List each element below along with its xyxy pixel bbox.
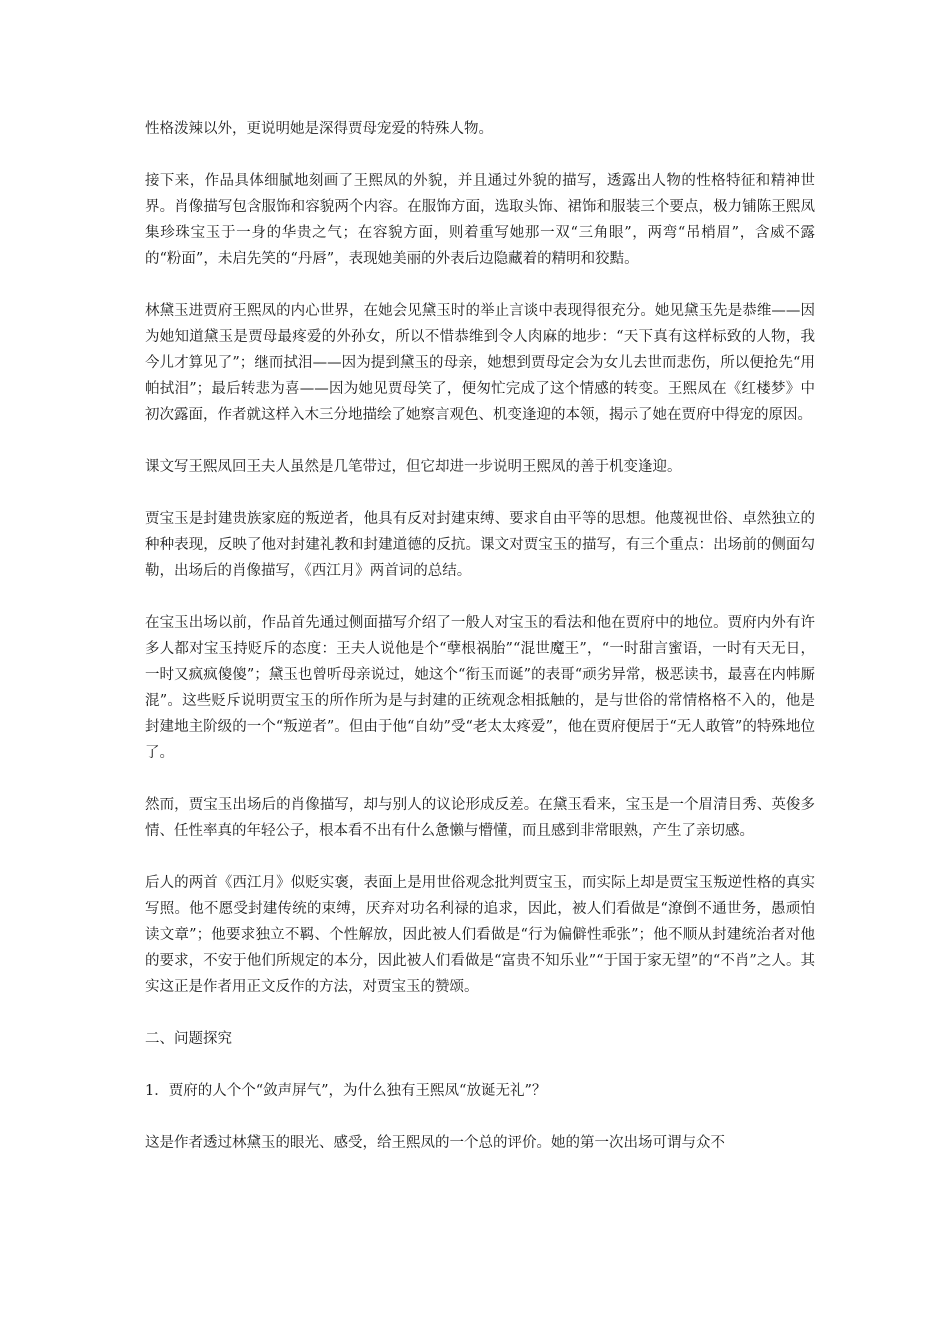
paragraph-7: 然而，贾宝玉出场后的肖像描写，却与别人的议论形成反差。在黛玉看来，宝玉是一个眉清目秀、英俊多情、任性率真的年轻公子，根本看不出有什么惫懒与懵懂，而且感到非常眼熟，产生了亲切感。	[145, 797, 815, 839]
question-1: 1．贾府的人个个“敛声屏气”，为什么独有王熙凤“放诞无礼”？	[145, 1083, 547, 1099]
document-body	[145, 116, 815, 1182]
paragraph-1: 性格泼辣以外，更说明她是深得贾母宠爱的特殊人物。	[145, 121, 493, 137]
paragraph-3: 林黛玉进贾府王熙凤的内心世界，在她会见黛玉时的举止言谈中表现得很充分。她见黛玉先是恭维——因为她知道黛玉是贾母最疼爱的外孙女，所以不惜恭维到令人肉麻的地步：“天下真有这样标致的人物，我今儿才算见了”；继而拭泪——因为提到黛玉的母亲，她想到贾母定会为女儿去世而悲伤，所以便抢先“用帕拭泪”；最后转悲为喜——因为她见贾母笑了，便匆忙完成了这个情感的转变。王熙凤在《红楼梦》中初次露面，作者就这样入木三分地描绘了她察言观色、机变逢迎的本领，揭示了她在贾府中得宠的原因。	[145, 303, 815, 423]
answer-paragraph: 这是作者透过林黛玉的眼光、感受，给王熙凤的一个总的评价。她的第一次出场可谓与众不	[145, 1135, 725, 1151]
section-heading: 二、问题探究	[145, 1031, 232, 1047]
paragraph-8: 后人的两首《西江月》似贬实褒，表面上是用世俗观念批判贾宝玉，而实际上却是贾宝玉叛逆性格的真实写照。他不愿受封建传统的束缚，厌弃对功名利禄的追求，因此，被人们看做是“潦倒不通世务，愚顽怕读文章”；他要求独立不羁、个性解放，因此被人们看做是“行为偏僻性乖张”；他不顺从封建统治者对他的要求，不安于他们所规定的本分，因此被人们看做是“富贵不知乐业”“于国于家无望”的“不肖”之人。其实这正是作者用正文反作的方法，对贾宝玉的赞颂。	[145, 875, 815, 995]
paragraph-4: 课文写王熙凤回王夫人虽然是几笔带过，但它却进一步说明王熙凤的善于机变逢迎。	[145, 459, 682, 475]
paragraph-5: 贾宝玉是封建贵族家庭的叛逆者，他具有反对封建束缚、要求自由平等的思想。他蔑视世俗、卓然独立的种种表现，反映了他对封建礼教和封建道德的反抗。课文对贾宝玉的描写，有三个重点：出场前的侧面勾勒，出场后的肖像描写，《西江月》两首词的总结。	[145, 511, 815, 579]
paragraph-2: 接下来，作品具体细腻地刻画了王熙凤的外貌，并且通过外貌的描写，透露出人物的性格特征和精神世界。肖像描写包含服饰和容貌两个内容。在服饰方面，选取头饰、裙饰和服装三个要点，极力铺陈王熙凤集珍珠宝玉于一身的华贵之气；在容貌方面，则着重写她那一双“三角眼”，两弯“吊梢眉”，含威不露的“粉面”，未启先笑的“丹唇”，表现她美丽的外表后边隐藏着的精明和狡黠。	[145, 173, 815, 267]
paragraph-6: 在宝玉出场以前，作品首先通过侧面描写介绍了一般人对宝玉的看法和他在贾府中的地位。贾府内外有许多人都对宝玉持贬斥的态度：王夫人说他是个“孽根祸胎”“混世魔王”，“一时甜言蜜语，一时有天无日，一时又疯疯傻傻”；黛玉也曾听母亲说过，她这个“衔玉而诞”的表哥“顽劣异常，极恶读书，最喜在内帏厮混”。这些贬斥说明贾宝玉的所作所为是与封建的正统观念相抵触的，是与世俗的常情格格不入的，他是封建地主阶级的一个“叛逆者”。但由于他“自幼”受“老太太疼爱”，他在贾府便居于“无人敢管”的特殊地位了。	[145, 615, 815, 761]
